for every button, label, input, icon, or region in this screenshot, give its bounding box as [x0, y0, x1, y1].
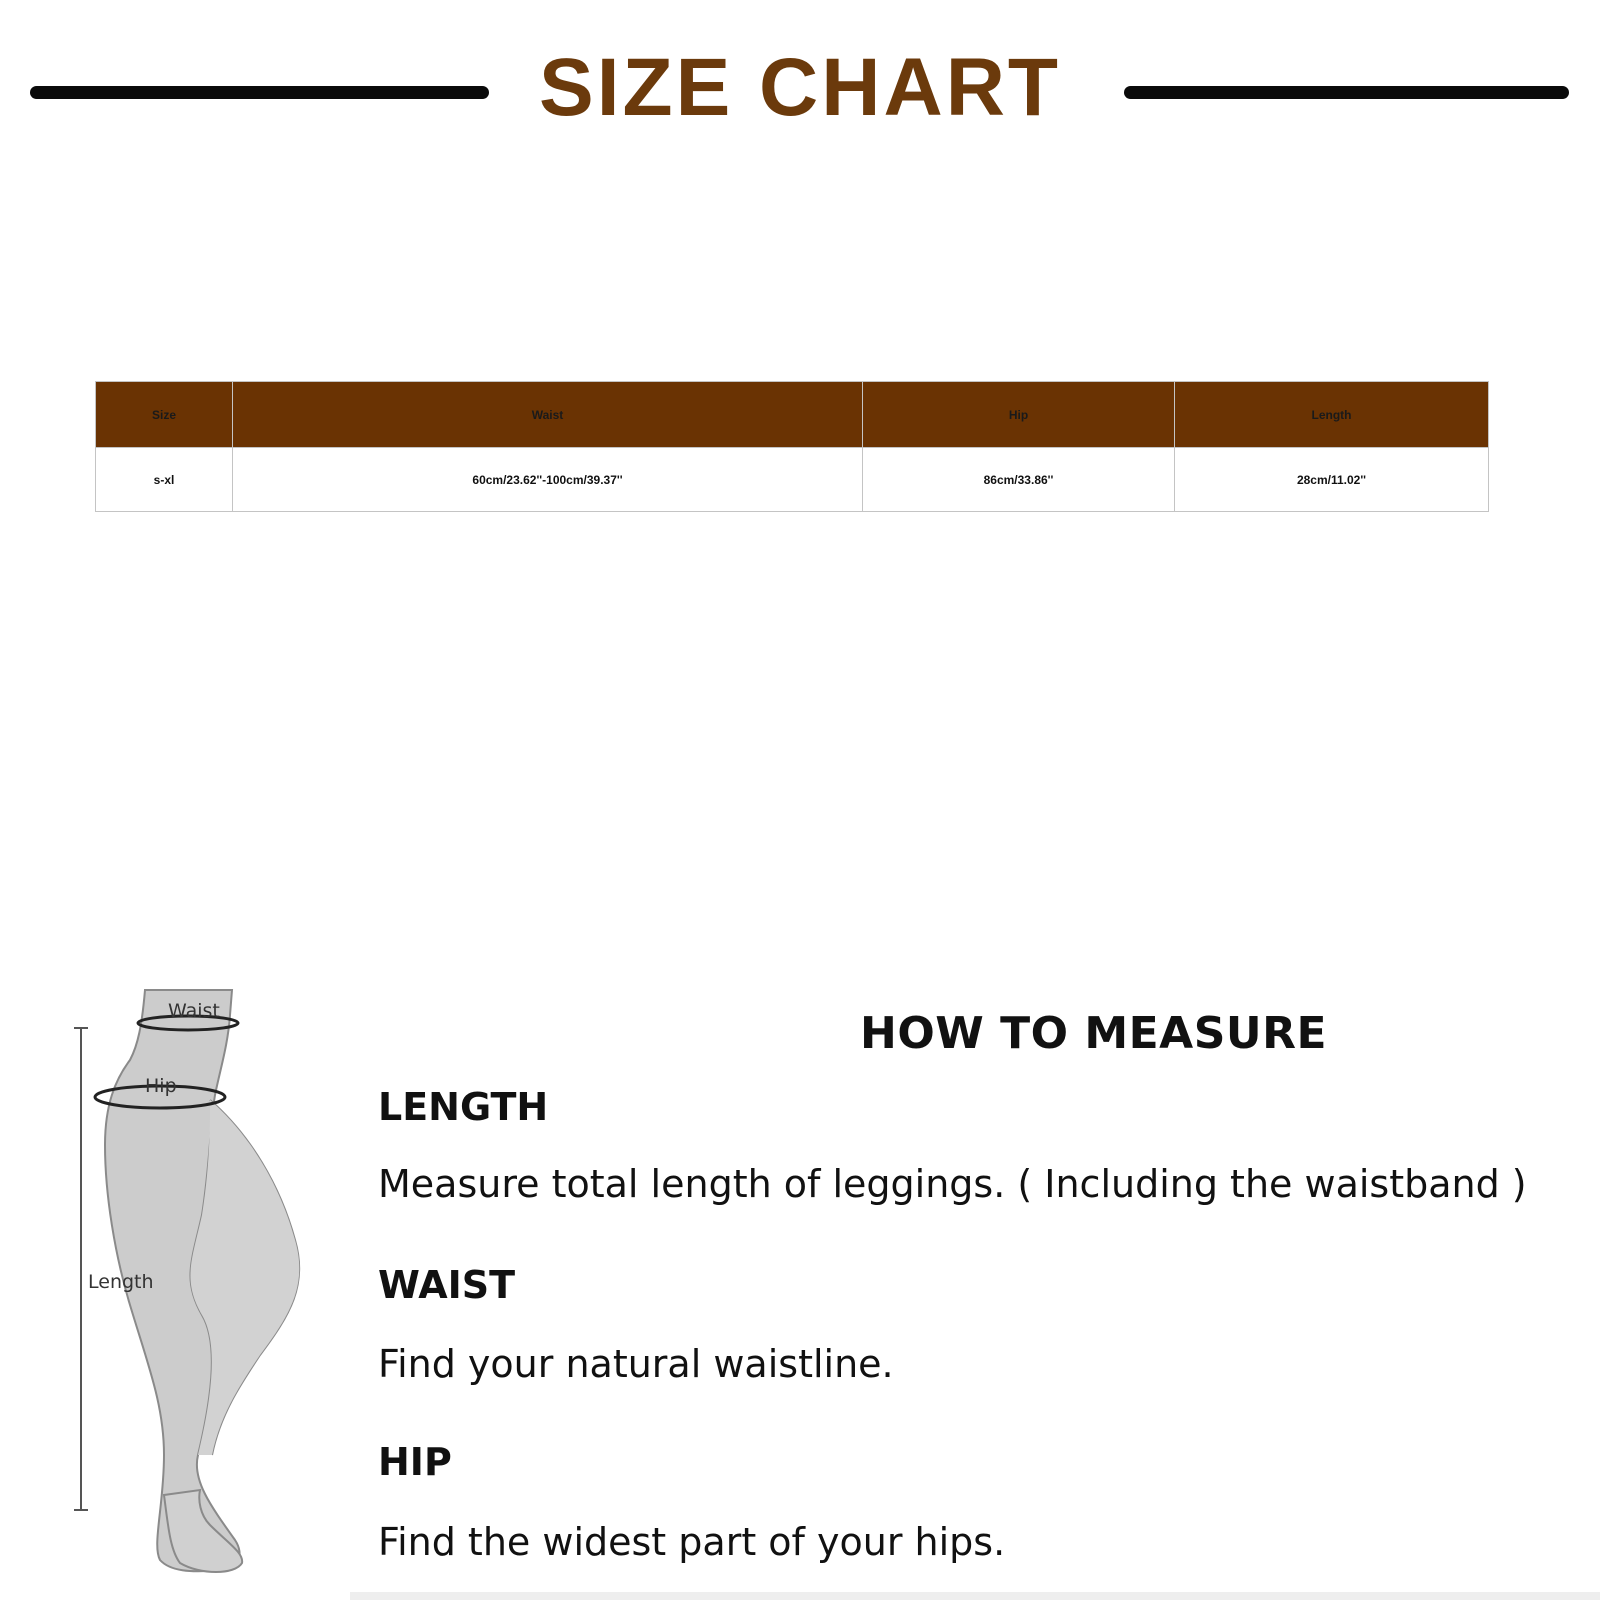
figure-label-hip: Hip [145, 1075, 177, 1097]
size-table-header-row [96, 382, 1489, 448]
section-heading-hip: HIP [378, 1440, 452, 1484]
section-text-length: Measure total length of leggings. ( Including the waistband ) [378, 1162, 1527, 1206]
title-rule-right [1124, 86, 1569, 99]
section-text-hip: Find the widest part of your hips. [378, 1520, 1006, 1564]
leggings-figure [60, 985, 360, 1600]
section-heading-waist: WAIST [378, 1263, 516, 1307]
how-to-measure-title: HOW TO MEASURE [860, 1008, 1328, 1059]
col-header-hip: Hip [863, 382, 1175, 448]
cell-waist: 60cm/23.62''-100cm/39.37'' [233, 448, 863, 512]
section-text-waist: Find your natural waistline. [378, 1342, 894, 1386]
cell-hip: 86cm/33.86'' [863, 448, 1175, 512]
size-table [95, 381, 1489, 512]
figure-label-waist: Waist [168, 1000, 220, 1022]
section-heading-length: LENGTH [378, 1085, 549, 1129]
page-title: SIZE CHART [539, 42, 1061, 133]
bottom-divider [350, 1592, 1600, 1600]
col-header-waist: Waist [233, 382, 863, 448]
col-header-length: Length [1175, 382, 1489, 448]
length-ruler [74, 1028, 88, 1510]
figure-label-length: Length [88, 1271, 154, 1293]
cell-length: 28cm/11.02'' [1175, 448, 1489, 512]
table-row [96, 448, 1489, 512]
title-rule-left [30, 86, 489, 99]
col-header-size: Size [96, 382, 233, 448]
cell-size: s-xl [96, 448, 233, 512]
